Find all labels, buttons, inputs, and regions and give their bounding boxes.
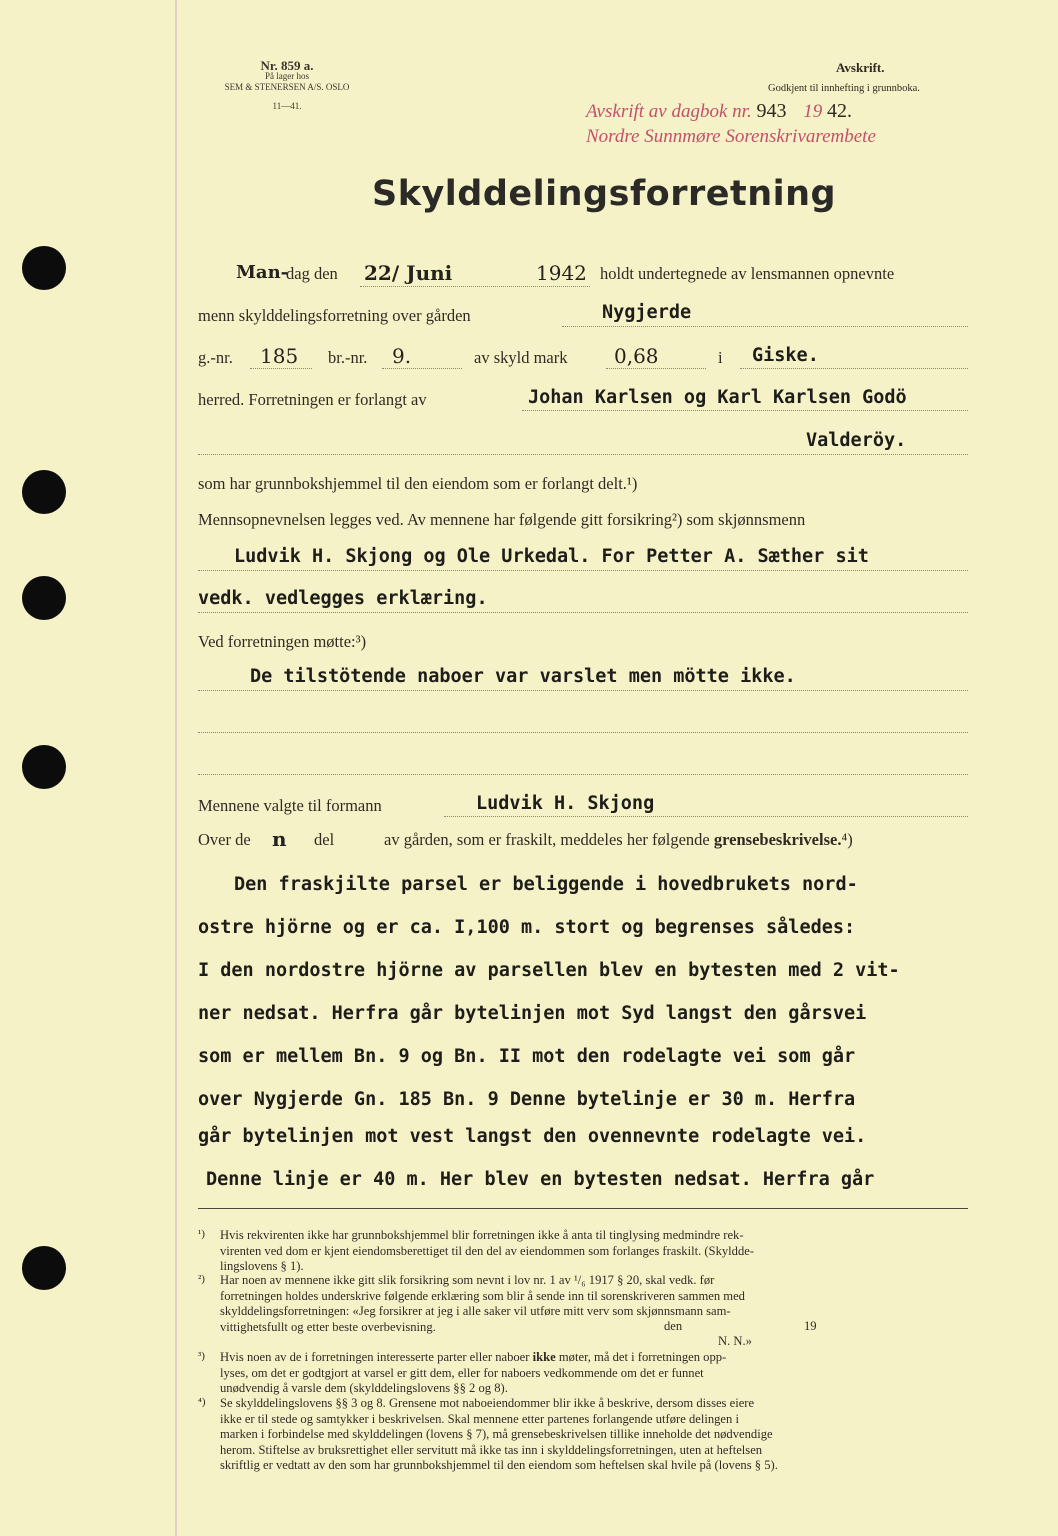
boundary-over: Over de	[198, 830, 251, 849]
footnote-1-line: lingslovens § 1).	[220, 1259, 304, 1273]
herred-text: herred. Forretningen er forlangt av	[198, 390, 427, 409]
footnote-4-line: ikke er til stede og samtykker i beskrivelsen. Skal mennene etter partenes forlangende utføre delingen i	[220, 1411, 739, 1426]
publisher-line1: På lager hos	[265, 71, 309, 81]
footnote-3-text: Hvis noen av de i forretningen interesserte parter eller naboer	[220, 1350, 530, 1364]
dag-den-label: dag den	[286, 264, 338, 283]
description-line: over Nygjerde Gn. 185 Bn. 9 Denne bytelinje er 30 m. Herfra	[198, 1089, 856, 1110]
footnote-4-line: marken i forbindelse med skylddelingen (lovens § 7), må grensebeskrivelsen tillike inneholde det nødvendige	[220, 1427, 773, 1441]
punch-hole	[22, 1246, 66, 1290]
footnote-2-year: 19	[804, 1319, 817, 1333]
stamp-entry-number: 943	[756, 100, 787, 122]
skyld-label: av skyld mark	[474, 348, 568, 367]
boundary-bold: grensebeskrivelse.	[713, 830, 842, 849]
publisher-line2: SEM & STENERSEN A/S. OSLO	[224, 82, 350, 92]
description-line: ner nedsat. Herfra går bytelinjen mot Syd langst den gårsvei	[198, 1003, 867, 1024]
footnote-2-line: Har noen av mennene ikke gitt slik forsikring som nevnt i lov nr. 1 av ¹/₆ 1917 § 20, skal vedk. før	[220, 1273, 715, 1287]
description-line: ostre hjörne og er ca. I,100 m. stort og begrenses således:	[198, 917, 856, 938]
footnote-2-line: forretningen holdes underskrive følgende erklæring som blir å sende inn til sorenskriveren sammen med	[220, 1288, 745, 1303]
description-line: som er mellem Bn. 9 og Bn. II mot den rodelagte vei som går	[198, 1046, 856, 1067]
bnr-label: br.-nr.	[328, 348, 368, 367]
attended-label: Ved forretningen møtte:³)	[198, 632, 367, 651]
men-text: menn skylddelingsforretning over gården	[198, 306, 471, 325]
margin-line	[175, 0, 177, 1536]
requesters-place: Valderöy.	[806, 430, 907, 451]
footnote-2-line: skylddelingsforretningen: «Jeg forsikrer at jeg i alle saker vil utføre mitt verv som skjønnsmann sam-	[220, 1304, 731, 1318]
stamp-office: Nordre Sunnmøre Sorenskrivarembete	[586, 126, 876, 147]
boundary-text: av gården, som er fraskilt, meddeles her følgende	[384, 830, 710, 849]
stamp-year-suffix: 42.	[826, 100, 852, 122]
appointment-text: Mennsopnevnelsen legges ved. Av mennene har følgende gitt forsikring²) som skjønnsmenn	[198, 510, 806, 529]
footnote-rule	[198, 1208, 968, 1209]
municipality: Giske.	[752, 345, 819, 366]
page-title: Skylddelingsforretning	[372, 174, 837, 214]
year-value: 1942	[536, 261, 587, 285]
stamp-year-prefix: 19	[803, 101, 823, 122]
footnote-3-line	[220, 1350, 726, 1366]
farm-name: Nygjerde	[602, 302, 692, 323]
description-line: går bytelinjen mot vest langst den ovennevnte rodelagte vei.	[198, 1126, 867, 1147]
assessors-line1: Ludvik H. Skjong og Ole Urkedal. For Petter A. Sæther sit	[234, 546, 869, 567]
i-label: i	[718, 348, 723, 367]
form-header	[212, 60, 362, 112]
requesters: Johan Karlsen og Karl Karlsen Godö	[528, 387, 907, 408]
footnote-mark: ⁴)	[198, 1396, 206, 1408]
punch-hole	[22, 470, 66, 514]
punch-hole	[22, 745, 66, 789]
boundary-text-line	[384, 830, 853, 850]
chair-name: Ludvik H. Skjong	[476, 793, 655, 814]
day-prefix: Man-	[236, 262, 289, 283]
attended-text: De tilstötende naboer var varslet men mötte ikke.	[250, 666, 796, 687]
skyld-value: 0,68	[614, 344, 659, 368]
footnote-1-line: Hvis rekvirenten ikke har grunnbokshjemmel blir forretningen ikke å anta til tinglysing medmindre rek-	[220, 1228, 744, 1242]
footnote-mark: ¹)	[198, 1228, 205, 1240]
footnote-mark: ³)	[198, 1350, 205, 1362]
footnote-4-line: skriftlig er vedtatt av den som har grunnbokshjemmel til den eiendom som heftelsen skal hvile på (lovens § 5).	[220, 1458, 778, 1472]
stamp-prefix: Avskrift av dagbok nr.	[586, 101, 752, 122]
punch-hole	[22, 576, 66, 620]
approved-text: Godkjent til innhefting i grunnboka.	[768, 83, 920, 94]
footnote-4-line: herom. Stiftelse av bruksrettighet eller servitutt må ikke tas inn i skylddelingsforretningen, uten at heftelsen	[220, 1442, 763, 1457]
footnote-3-bold: ikke	[532, 1350, 556, 1364]
description-line: I den nordostre hjörne av parsellen blev en bytesten med 2 vit-	[198, 960, 900, 981]
print-date: 11—41.	[272, 101, 302, 111]
boundary-del: del	[314, 830, 335, 849]
footnote-mark: ²)	[198, 1273, 205, 1285]
description-line: Denne linje er 40 m. Her blev en bytesten nedsat. Herfra går	[206, 1169, 875, 1190]
held-text: holdt undertegnede av lensmannen opnevnte	[600, 264, 895, 283]
footnote-3	[220, 1350, 726, 1397]
description-line: Den fraskjilte parsel er beliggende i hovedbrukets nord-	[234, 874, 858, 895]
footnote-3-line: lyses, om det er godtgjort at varsel er gitt dem, eller for naboers vedkommende om det er funnet	[220, 1365, 704, 1380]
bnr-value: 9.	[392, 344, 412, 368]
boundary-n: n	[272, 827, 287, 851]
boundary-note: ⁴)	[841, 830, 853, 849]
footnote-1-line: virenten ved dom er kjent eiendomsberettiget til den del av eiendommen som forlanges fraskilt. (Skyldde-	[220, 1243, 755, 1258]
punch-hole	[22, 246, 66, 290]
footnote-2-line: vittighetsfullt og etter beste overbevisning.	[220, 1319, 436, 1334]
footnote-3-text: møter, må det i forretningen opp-	[558, 1350, 727, 1364]
form-number: Nr. 859 a.	[260, 58, 314, 73]
dagbok-stamp	[586, 100, 852, 123]
gnr-label: g.-nr.	[198, 348, 233, 367]
ownership-text: som har grunnbokshjemmel til den eiendom som er forlangt delt.¹)	[198, 474, 638, 493]
date-value: 22/ Juni	[364, 261, 453, 285]
copy-label: Avskrift.	[836, 60, 885, 75]
footnote-4	[220, 1396, 778, 1474]
chair-label: Mennene valgte til formann	[198, 796, 382, 815]
footnote-3-line: unødvendig å varsle dem (skylddelingslovens §§ 2 og 8).	[220, 1381, 508, 1395]
assessors-line2: vedk. vedlegges erklæring.	[198, 588, 488, 609]
footnote-1	[220, 1228, 754, 1275]
footnote-2-sign: N. N.»	[718, 1334, 752, 1348]
gnr-value: 185	[260, 344, 299, 368]
footnote-4-line: Se skylddelingslovens §§ 3 og 8. Grensene mot naboeiendommer blir ikke å beskrive, dersom disses eiere	[220, 1396, 755, 1410]
footnote-2-den: den	[664, 1319, 683, 1333]
